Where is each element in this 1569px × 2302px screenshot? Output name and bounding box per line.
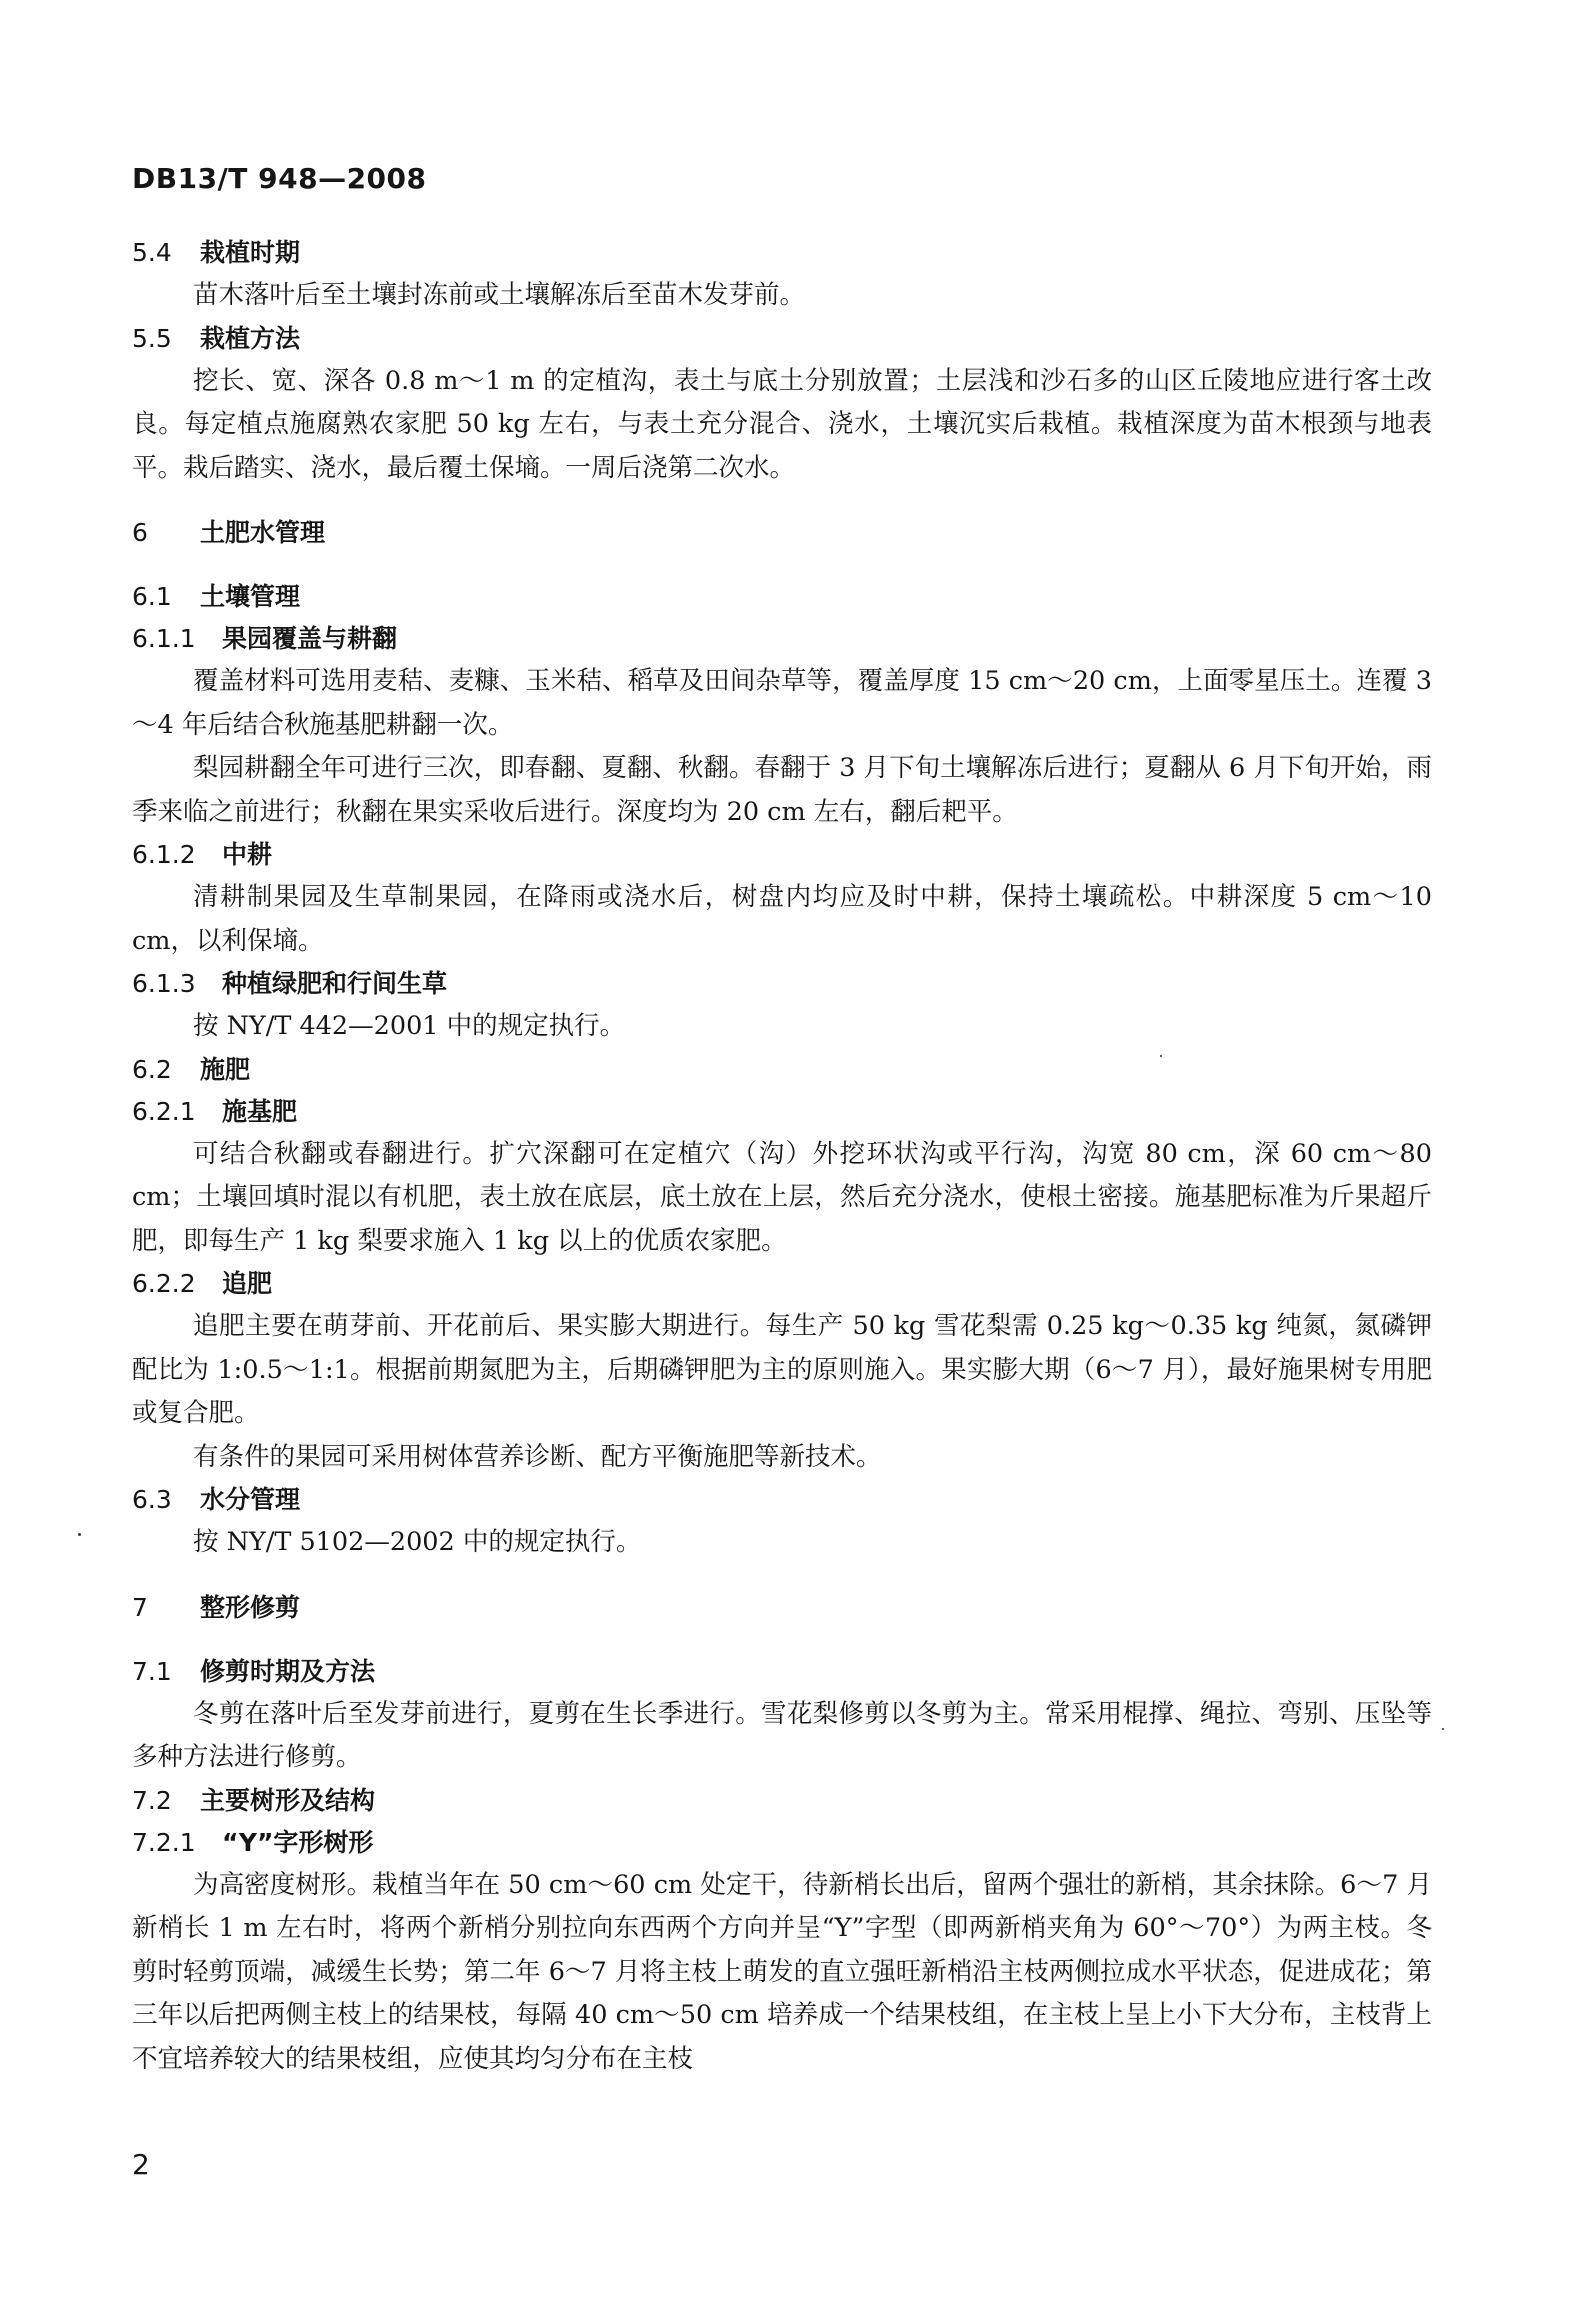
section-number: 6 (132, 518, 148, 547)
scan-speck (1442, 1728, 1444, 1730)
section-number: 6.2 (132, 1054, 172, 1084)
section-title: 果园覆盖与耕翻 (222, 624, 398, 653)
body-paragraph: 有条件的果园可采用树体营养诊断、配方平衡施肥等新技术。 (193, 1441, 882, 1472)
section-heading (132, 232, 1432, 274)
body-paragraph: 梨园耕翻全年可进行三次，即春翻、夏翻、秋翻。春翻于 3 月下旬土壤解冻后进行；夏翻从 6 月下旬开始，雨季来临之前进行；秋翻在果实采收后进行。深度均为 20 cm 左右，翻后耙平。 (132, 753, 1432, 827)
body-paragraph: 挖长、宽、深各 0.8 m～1 m 的定植沟，表土与底土分别放置；土层浅和沙石多的山区丘陵地应进行客土改良。每定植点施腐熟农家肥 50 kg 左右，与表土充分混合、浇水，土壤沉实后栽植。栽植深度为苗木根颈与地表平。栽后踏实、浇水，最后覆土保墒。一周后浇第二次水。 (132, 365, 1432, 483)
section-title: 水分管理 (200, 1485, 301, 1514)
section-heading (132, 576, 1432, 618)
body-paragraph: 可结合秋翻或春翻进行。扩穴深翻可在定植穴（沟）外挖环状沟或平行沟，沟宽 80 cm，深 60 cm～80 cm；土壤回填时混以有机肥，表土放在底层，底土放在上层，然后充分浇水，使根土密接。施基肥标准为斤果超斤肥，即每生产 1 kg 梨要求施入 1 kg 以上的优质农家肥。 (132, 1138, 1432, 1256)
section-number: 6.1.1 (132, 624, 196, 653)
section-title: 土壤管理 (200, 582, 301, 611)
section-title: 施肥 (200, 1054, 251, 1084)
section-heading (132, 1091, 1432, 1133)
body-paragraph: 覆盖材料可选用麦秸、麦糠、玉米秸、稻草及田间杂草等，覆盖厚度 15 cm～20 cm，上面零星压土。连覆 3～4 年后结合秋施基肥耕翻一次。 (132, 666, 1432, 740)
section-heading (132, 1263, 1432, 1305)
section-heading (132, 618, 1432, 660)
section-heading (132, 1822, 1432, 1864)
section-number: 6.3 (132, 1485, 172, 1514)
section-number: 7.1 (132, 1656, 172, 1686)
section-title: 栽植时期 (200, 238, 301, 267)
section-heading (132, 963, 1432, 1005)
body-paragraph: 按 NY/T 442—2001 中的规定执行。 (193, 1011, 626, 1041)
section-title: 土肥水管理 (200, 518, 326, 547)
body-paragraph: 清耕制果园及生草制果园，在降雨或浇水后，树盘内均应及时中耕，保持土壤疏松。中耕深度 5 cm～10 cm，以利保墒。 (132, 882, 1432, 956)
scan-speck (1160, 1055, 1162, 1057)
section-heading (132, 1479, 1432, 1521)
section-title: 主要树形及结构 (200, 1785, 376, 1815)
section-heading (132, 1780, 1432, 1822)
scan-speck (78, 1533, 81, 1536)
section-number: 6.2.1 (132, 1096, 196, 1126)
section-heading (132, 1049, 1432, 1091)
section-heading (132, 834, 1432, 876)
section-title: 施基肥 (222, 1096, 298, 1126)
section-number: 5.4 (132, 238, 172, 267)
body-paragraph: 冬剪在落叶后至发芽前进行，夏剪在生长季进行。雪花梨修剪以冬剪为主。常采用棍撑、绳拉、弯别、压坠等多种方法进行修剪。 (132, 1698, 1432, 1772)
body-paragraph: 为高密度树形。栽植当年在 50 cm～60 cm 处定干，待新梢长出后，留两个强壮的新梢，其余抹除。6～7 月新梢长 1 m 左右时，将两个新梢分别拉向东西两个方向并呈“Y”字型（即两新梢夹角为 60°～70°）为两主枝。冬剪时轻剪顶端，减缓生长势；第二年 6～7 月将主枝上萌发的直立强旺新梢沿主枝两侧拉成水平状态，促进成花；第三年以后把两侧主枝上的结果枝，每隔 40 cm～50 cm 培养成一个结果枝组，在主枝上呈上小下大分布，主枝背上不宜培养较大的结果枝组，应使其均匀分布在主枝 (132, 1869, 1432, 2074)
section-title: 种植绿肥和行间生草 (222, 969, 448, 998)
section-heading (132, 1587, 1432, 1629)
document-id-header: DB13/T 948—2008 (132, 162, 427, 195)
section-heading (132, 512, 1432, 554)
section-number: 5.5 (132, 323, 172, 353)
section-number: 7 (132, 1592, 148, 1622)
section-number: 6.1.3 (132, 969, 196, 998)
section-title: 修剪时期及方法 (200, 1656, 376, 1686)
section-title: “Y”字形树形 (222, 1827, 374, 1857)
section-number: 7.2.1 (132, 1827, 196, 1857)
body-paragraph: 追肥主要在萌芽前、开花前后、果实膨大期进行。每生产 50 kg 雪花梨需 0.25 kg～0.35 kg 纯氮，氮磷钾配比为 1:0.5～1:1。根据前期氮肥为主，后期磷钾肥为主的原则施入。果实膨大期（6～7 月），最好施果树专用肥或复合肥。 (132, 1311, 1432, 1428)
section-number: 6.1 (132, 582, 172, 611)
section-title: 中耕 (222, 840, 273, 869)
section-heading (132, 1651, 1432, 1693)
body-paragraph: 按 NY/T 5102—2002 中的规定执行。 (193, 1527, 642, 1557)
section-title: 栽植方法 (200, 323, 301, 353)
document-body (132, 232, 1432, 2081)
section-number: 6.1.2 (132, 840, 196, 869)
section-number: 6.2.2 (132, 1269, 196, 1298)
section-number: 7.2 (132, 1785, 172, 1815)
section-title: 追肥 (222, 1269, 273, 1298)
section-title: 整形修剪 (200, 1592, 301, 1622)
body-paragraph: 苗木落叶后至土壤封冻前或土壤解冻后至苗木发芽前。 (193, 280, 806, 310)
page-number: 2 (132, 2148, 150, 2181)
section-heading (132, 318, 1432, 360)
